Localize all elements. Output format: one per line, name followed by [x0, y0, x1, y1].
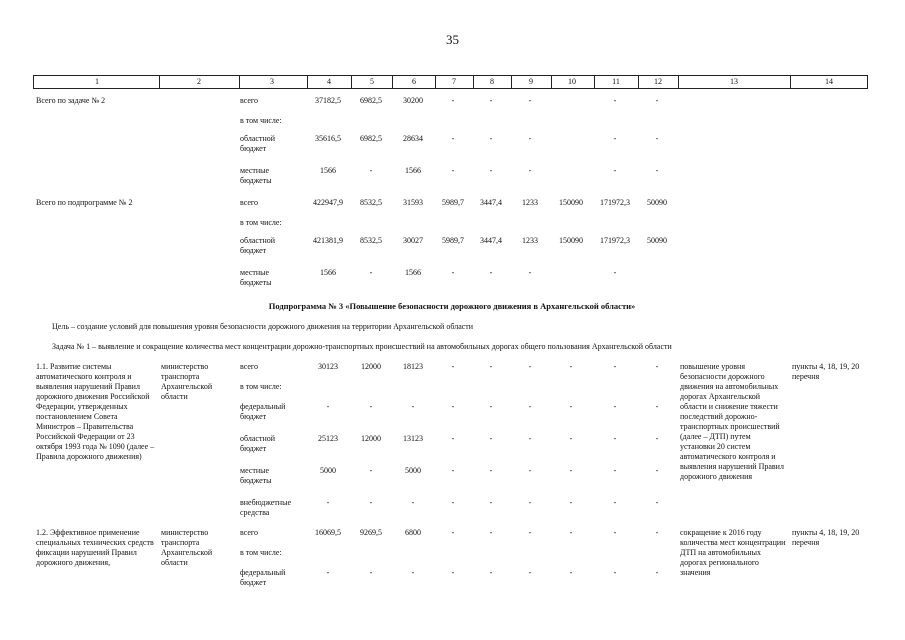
- value-cell: -: [489, 498, 493, 507]
- value-cell: -: [528, 528, 532, 537]
- subprogram-title: Подпрограмма № 3 «Повышение безопасности дорожного движения в Архангельской области»: [268, 301, 636, 311]
- value-cell: 12000: [361, 362, 381, 371]
- header-col-12: 12: [654, 77, 662, 86]
- value-cell: 6982,5: [360, 96, 382, 105]
- value-cell: -: [489, 402, 493, 411]
- value-cell: -: [528, 166, 532, 175]
- value-cell: -: [655, 402, 659, 411]
- value-cell: 16069,5: [315, 528, 341, 537]
- value-cell: -: [528, 134, 532, 143]
- value-cell: -: [613, 402, 617, 411]
- value-cell: -: [489, 166, 493, 175]
- value-cell: 5000: [320, 466, 336, 475]
- header-col-7: 7: [452, 77, 456, 86]
- value-cell: -: [569, 362, 573, 371]
- value-cell: 150090: [559, 236, 583, 245]
- funding-source: федеральный бюджет: [240, 568, 286, 587]
- value-cell: 30200: [403, 96, 423, 105]
- value-cell: -: [613, 362, 617, 371]
- value-cell: 31593: [403, 198, 423, 207]
- value-cell: -: [489, 568, 493, 577]
- value-cell: 1566: [320, 268, 336, 277]
- value-cell: -: [489, 96, 493, 105]
- value-cell: -: [369, 166, 373, 175]
- value-cell: -: [489, 434, 493, 443]
- value-cell: 50090: [647, 236, 667, 245]
- task-text: Задача № 1 – выявление и сокращение количества мест концентрации дорожно-транспортных происшествий на автомобильных дорогах общего пользования Архангельской области: [52, 342, 672, 351]
- value-cell: 421381,9: [313, 236, 343, 245]
- header-col-8: 8: [490, 77, 494, 86]
- value-cell: 171972,3: [600, 198, 630, 207]
- value-cell: 8532,5: [360, 198, 382, 207]
- value-cell: -: [528, 498, 532, 507]
- header-col-4: 4: [327, 77, 331, 86]
- value-cell: -: [613, 166, 617, 175]
- value-cell: 1233: [522, 236, 538, 245]
- header-col-14: 14: [825, 77, 833, 86]
- value-cell: -: [528, 402, 532, 411]
- header-col-11: 11: [612, 77, 620, 86]
- value-cell: -: [613, 268, 617, 277]
- header-col-13: 13: [730, 77, 738, 86]
- value-cell: 9269,5: [360, 528, 382, 537]
- funding-source: в том числе:: [240, 382, 282, 391]
- value-cell: -: [655, 166, 659, 175]
- value-cell: 1566: [405, 268, 421, 277]
- value-cell: -: [369, 268, 373, 277]
- funding-source: внебюджетные средства: [240, 498, 291, 517]
- value-cell: 171972,3: [600, 236, 630, 245]
- value-cell: -: [655, 434, 659, 443]
- value-cell: -: [451, 268, 455, 277]
- value-cell: -: [451, 166, 455, 175]
- value-cell: -: [489, 466, 493, 475]
- funding-source: федеральный бюджет: [240, 402, 286, 421]
- item-executor: министерство транспорта Архангельской области: [161, 362, 213, 401]
- value-cell: -: [451, 134, 455, 143]
- funding-source: местные бюджеты: [240, 166, 272, 185]
- header-col-3: 3: [270, 77, 274, 86]
- value-cell: 150090: [559, 198, 583, 207]
- value-cell: 1566: [320, 166, 336, 175]
- value-cell: -: [369, 568, 373, 577]
- value-cell: -: [489, 528, 493, 537]
- value-cell: -: [326, 568, 330, 577]
- funding-source: всего: [240, 96, 259, 105]
- value-cell: -: [655, 466, 659, 475]
- value-cell: -: [528, 568, 532, 577]
- value-cell: -: [655, 498, 659, 507]
- funding-source: в том числе:: [240, 548, 282, 557]
- value-cell: 3447,4: [480, 198, 502, 207]
- funding-source: всего: [240, 198, 259, 207]
- funding-source: областной бюджет: [240, 134, 276, 153]
- item-name: 1.1. Развитие системы автоматического контроля и выявления нарушений Правил дорожного движения Российской Федерации, утвержденных постановлением Совета Министров – Правительства Российской Федерации от 23 октября 1993 года № 1090 (далее – Правила дорожного движения): [36, 362, 155, 461]
- value-cell: -: [528, 268, 532, 277]
- value-cell: 30123: [318, 362, 338, 371]
- funding-source: областной бюджет: [240, 236, 276, 255]
- value-cell: 35616,5: [315, 134, 341, 143]
- value-cell: 6800: [405, 528, 421, 537]
- row-label-total-task2: Всего по задаче № 2: [36, 96, 106, 105]
- value-cell: -: [569, 498, 573, 507]
- value-cell: 6982,5: [360, 134, 382, 143]
- value-cell: -: [613, 528, 617, 537]
- funding-source: в том числе:: [240, 116, 282, 125]
- value-cell: 50090: [647, 198, 667, 207]
- funding-source: местные бюджеты: [240, 268, 272, 287]
- value-cell: -: [451, 434, 455, 443]
- value-cell: -: [528, 466, 532, 475]
- value-cell: 37182,5: [315, 96, 341, 105]
- value-cell: -: [411, 568, 415, 577]
- value-cell: 13123: [403, 434, 423, 443]
- funding-source: всего: [240, 362, 259, 371]
- funding-source: областной бюджет: [240, 434, 276, 453]
- value-cell: -: [655, 96, 659, 105]
- value-cell: 5000: [405, 466, 421, 475]
- value-cell: -: [411, 498, 415, 507]
- value-cell: -: [369, 498, 373, 507]
- value-cell: 5989,7: [442, 236, 464, 245]
- value-cell: -: [569, 466, 573, 475]
- value-cell: -: [451, 568, 455, 577]
- value-cell: -: [528, 362, 532, 371]
- value-cell: -: [613, 568, 617, 577]
- value-cell: -: [569, 402, 573, 411]
- value-cell: -: [451, 362, 455, 371]
- value-cell: -: [528, 96, 532, 105]
- header-col-2: 2: [197, 77, 201, 86]
- funding-source: в том числе:: [240, 218, 282, 227]
- value-cell: -: [326, 498, 330, 507]
- value-cell: -: [326, 402, 330, 411]
- value-cell: 25123: [318, 434, 338, 443]
- header-col-6: 6: [412, 77, 416, 86]
- value-cell: -: [369, 466, 373, 475]
- item-name: 1.2. Эффективное применение специальных технических средств фиксации нарушений Правил дорожного движения,: [36, 528, 154, 567]
- funding-source: местные бюджеты: [240, 466, 272, 485]
- item-result: повышение уровня безопасности дорожного движения на автомобильных дорогах Архангельской области и снижение тяжести последствий дорожно-транспортных происшествий (далее – ДТП) путем установки 20 систем автоматического контроля и выявления нарушений Правил дорожного движения: [680, 362, 784, 481]
- value-cell: 3447,4: [480, 236, 502, 245]
- row-label-total-sub2: Всего по подпрограмме № 2: [36, 198, 133, 207]
- table-header: [33, 75, 868, 89]
- value-cell: -: [411, 402, 415, 411]
- header-col-9: 9: [529, 77, 533, 86]
- value-cell: -: [489, 134, 493, 143]
- goal-text: Цель – создание условий для повышения уровня безопасности дорожного движения на территории Архангельской области: [52, 322, 474, 331]
- page-number: 35: [446, 32, 459, 47]
- value-cell: -: [489, 268, 493, 277]
- value-cell: -: [613, 434, 617, 443]
- value-cell: -: [613, 96, 617, 105]
- value-cell: -: [569, 528, 573, 537]
- value-cell: -: [613, 498, 617, 507]
- value-cell: -: [451, 96, 455, 105]
- item-executor: министерство транспорта Архангельской области: [161, 528, 213, 567]
- value-cell: 28634: [403, 134, 423, 143]
- value-cell: 1233: [522, 198, 538, 207]
- value-cell: 12000: [361, 434, 381, 443]
- value-cell: -: [613, 134, 617, 143]
- item-result: сокращение к 2016 году количества мест концентрации ДТП на автомобильных дорогах регионального значения: [680, 528, 786, 577]
- header-col-1: 1: [95, 77, 99, 86]
- value-cell: 1566: [405, 166, 421, 175]
- value-cell: -: [369, 402, 373, 411]
- value-cell: -: [655, 134, 659, 143]
- value-cell: -: [528, 434, 532, 443]
- value-cell: -: [451, 466, 455, 475]
- header-col-10: 10: [568, 77, 576, 86]
- value-cell: -: [451, 402, 455, 411]
- value-cell: -: [489, 362, 493, 371]
- item-ref: пункты 4, 18, 19, 20 перечня: [792, 528, 860, 547]
- value-cell: -: [613, 466, 617, 475]
- value-cell: -: [569, 434, 573, 443]
- value-cell: -: [655, 568, 659, 577]
- value-cell: -: [655, 362, 659, 371]
- value-cell: 30027: [403, 236, 423, 245]
- value-cell: -: [569, 568, 573, 577]
- value-cell: 18123: [403, 362, 423, 371]
- value-cell: 8532,5: [360, 236, 382, 245]
- value-cell: -: [451, 528, 455, 537]
- value-cell: 5989,7: [442, 198, 464, 207]
- header-col-5: 5: [370, 77, 374, 86]
- value-cell: -: [451, 498, 455, 507]
- item-ref: пункты 4, 18, 19, 20 перечня: [792, 362, 860, 381]
- value-cell: 422947,9: [313, 198, 343, 207]
- value-cell: -: [655, 528, 659, 537]
- funding-source: всего: [240, 528, 259, 537]
